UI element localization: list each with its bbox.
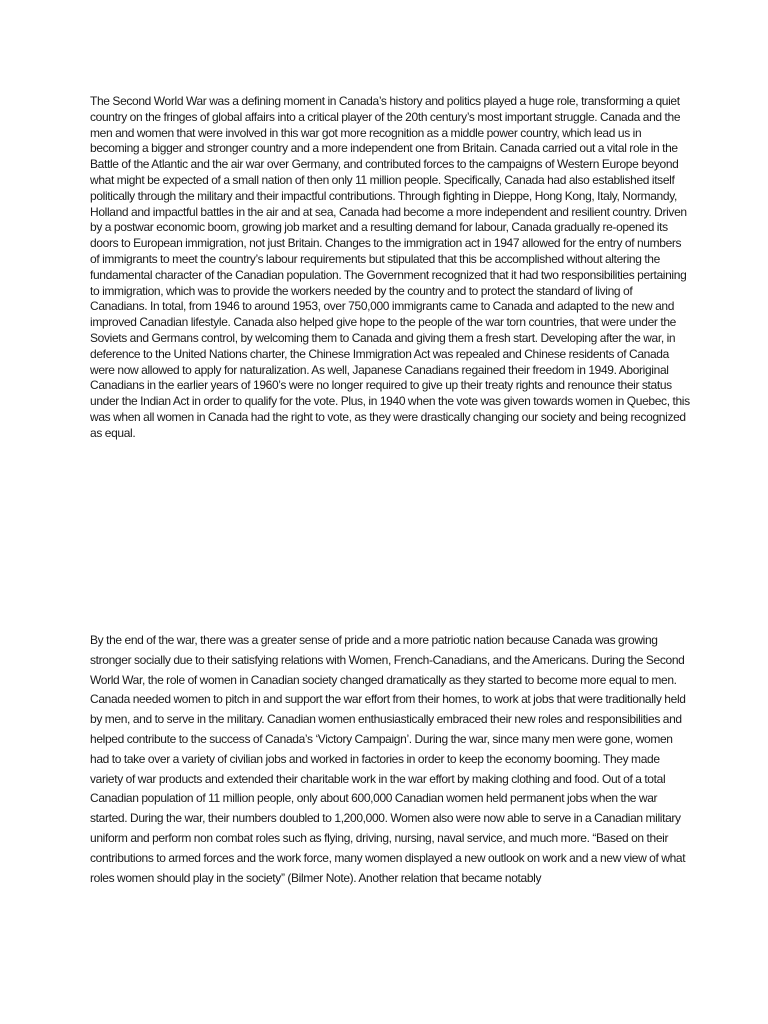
essay-paragraph-2: By the end of the war, there was a greater sense of pride and a more patriotic nation because Canada was growing stronger socially due to their satisfying relations with Women, French-Canadians, and the Americans. During the Second World War, the role of women in Canadian society changed dramatically as they started to become more equal to men. Canada needed women to pitch in and support the war effort from their homes, to work at jobs that were traditionally held by men, and to serve in the military. Canadian women enthusiastically embraced their new roles and responsibilities and helped contribute to the success of Canada’s ‘Victory Campaign’. During the war, since many men were gone, women had to take over a variety of civilian jobs and worked in factories in order to keep the economy booming. They made variety of war products and extended their charitable work in the war effort by making clothing and food. Out of a total Canadian population of 11 million people, only about 600,000 Canadian women held permanent jobs when the war started. During the war, their numbers doubled to 1,200,000. Women also were now able to serve in a Canadian military uniform and perform non combat roles such as flying, driving, nursing, naval service, and much more. “Based on their contributions to armed forces and the work force, many women displayed a new outlook on work and a new view of what roles women should play in the society” (Bilmer Note). Another relation that became notably	[90, 633, 686, 885]
essay-paragraph-1: The Second World War was a defining moment in Canada’s history and politics played a huge role, transforming a quiet country on the fringes of global affairs into a critical player of the 20th century’s most important struggle. Canada and the men and women that were involved in this war got more recognition as a middle power country, which lead us in becoming a bigger and stronger country and a more independent one from Britain. Canada carried out a vital role in the Battle of the Atlantic and the air war over Germany, and contributed forces to the campaigns of Western Europe beyond what might be expected of a small nation of then only 11 million people. Specifically, Canada had also established itself politically through the military and their impactful contributions. Through fighting in Dieppe, Hong Kong, Italy, Normandy, Holland and impactful battles in the air and at sea, Canada had become a more independent and resilient country. Driven by a postwar economic boom, growing job market and a resulting demand for labour, Canada gradually re-opened its doors to European immigration, not just Britain. Changes to the immigration act in 1947 allowed for the entry of numbers of immigrants to meet the country’s labour requirements but stipulated that this be accomplished without altering the fundamental character of the Canadian population. The Government recognized that it had two responsibilities pertaining to immigration, which was to provide the workers needed by the country and to protect the standard of living of Canadians. In total, from 1946 to around 1953, over 750,000 immigrants came to Canada and adapted to the new and improved Canadian lifestyle. Canada also helped give hope to the people of the war torn countries, that were under the Soviets and Germans control, by welcoming them to Canada and giving them a fresh start. Developing after the war, in deference to the United Nations charter, the Chinese Immigration Act was repealed and Chinese residents of Canada were now allowed to apply for naturalization. As well, Japanese Canadians regained their freedom in 1949. Aboriginal Canadians in the earlier years of 1960’s were no longer required to give up their treaty rights and renounce their status under the Indian Act in order to qualify for the vote. Plus, in 1940 when the vote was given towards women in Quebec, this was when all women in Canada had the right to vote, as they were drastically changing our society and being recognized as equal.	[90, 94, 690, 440]
